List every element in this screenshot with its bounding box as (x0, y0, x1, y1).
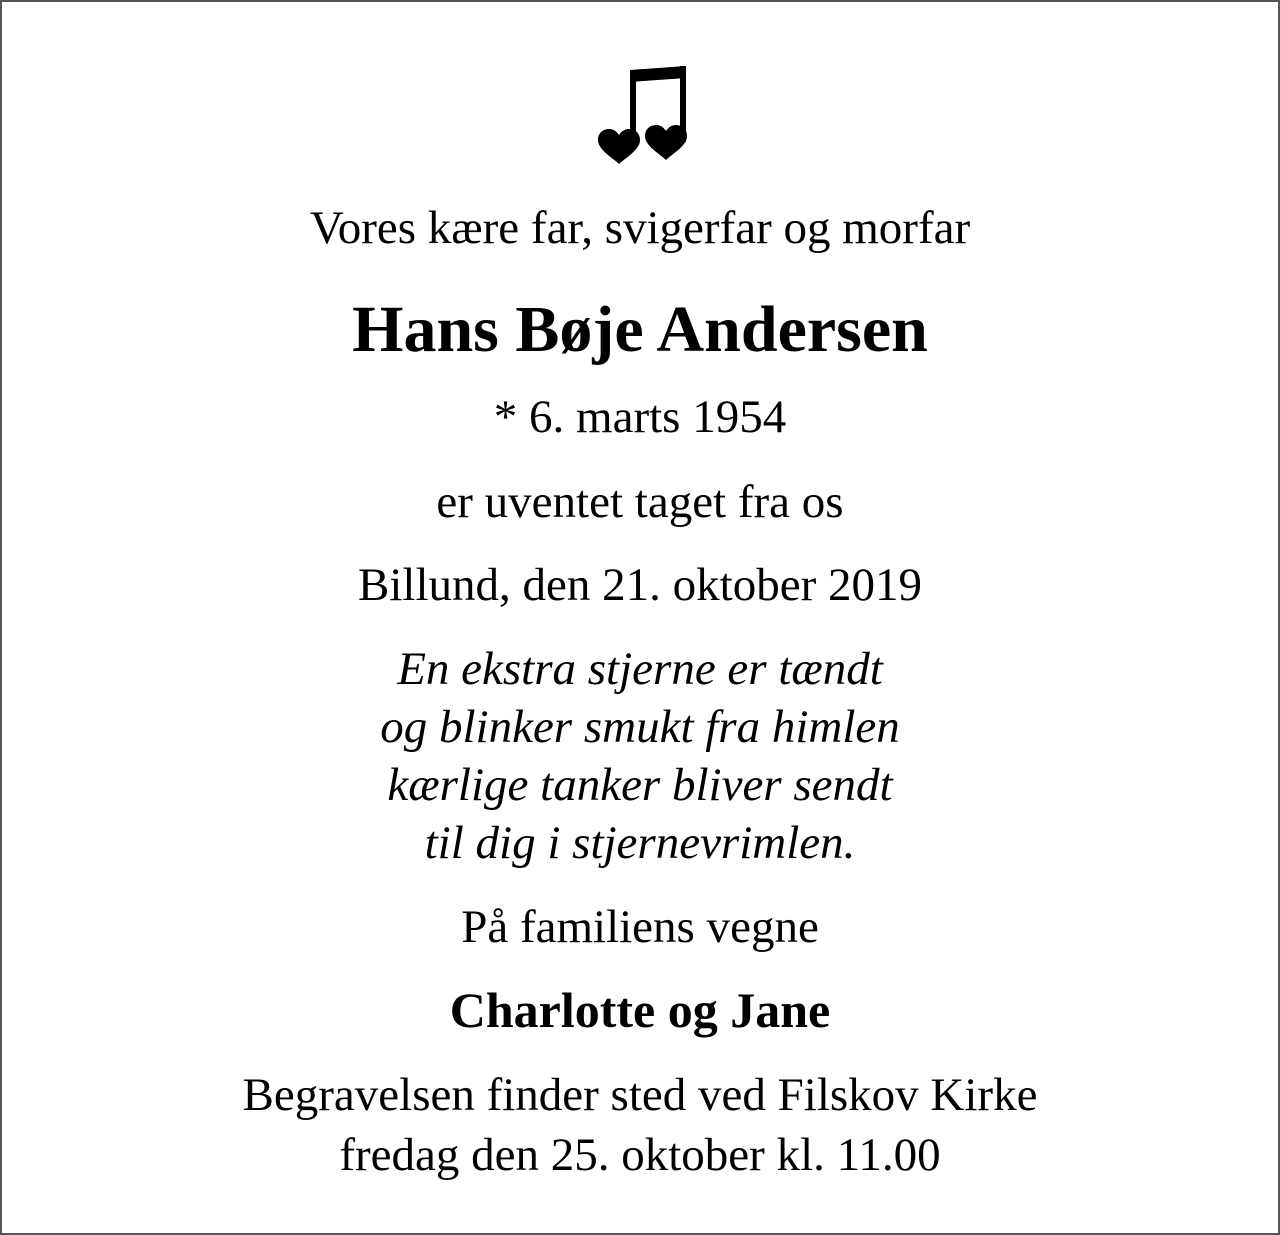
poem-line: og blinker smukt fra himlen (380, 701, 900, 753)
passing-text: er uventet taget fra os (436, 476, 844, 528)
birth-date: * 6. marts 1954 (493, 391, 787, 443)
poem-line: kærlige tanker bliver sendt (387, 759, 893, 811)
signers-names: Charlotte og Jane (449, 982, 831, 1038)
intro-text: Vores kære far, svigerfar og morfar (309, 202, 971, 254)
poem-line: En ekstra stjerne er tændt (397, 643, 883, 695)
place-and-date: Billund, den 21. oktober 2019 (358, 559, 922, 611)
poem-line: til dig i stjernevrimlen. (424, 817, 856, 869)
funeral-line: Begravelsen finder sted ved Filskov Kirke (242, 1069, 1038, 1121)
on-behalf-text: På familiens vegne (461, 901, 819, 953)
memorial-poem (2, 640, 1278, 872)
funeral-line: fredag den 25. oktober kl. 11.00 (339, 1129, 941, 1181)
deceased-name: Hans Bøje Andersen (352, 293, 928, 366)
funeral-info (2, 1065, 1278, 1185)
music-note-hearts-icon (592, 62, 692, 172)
